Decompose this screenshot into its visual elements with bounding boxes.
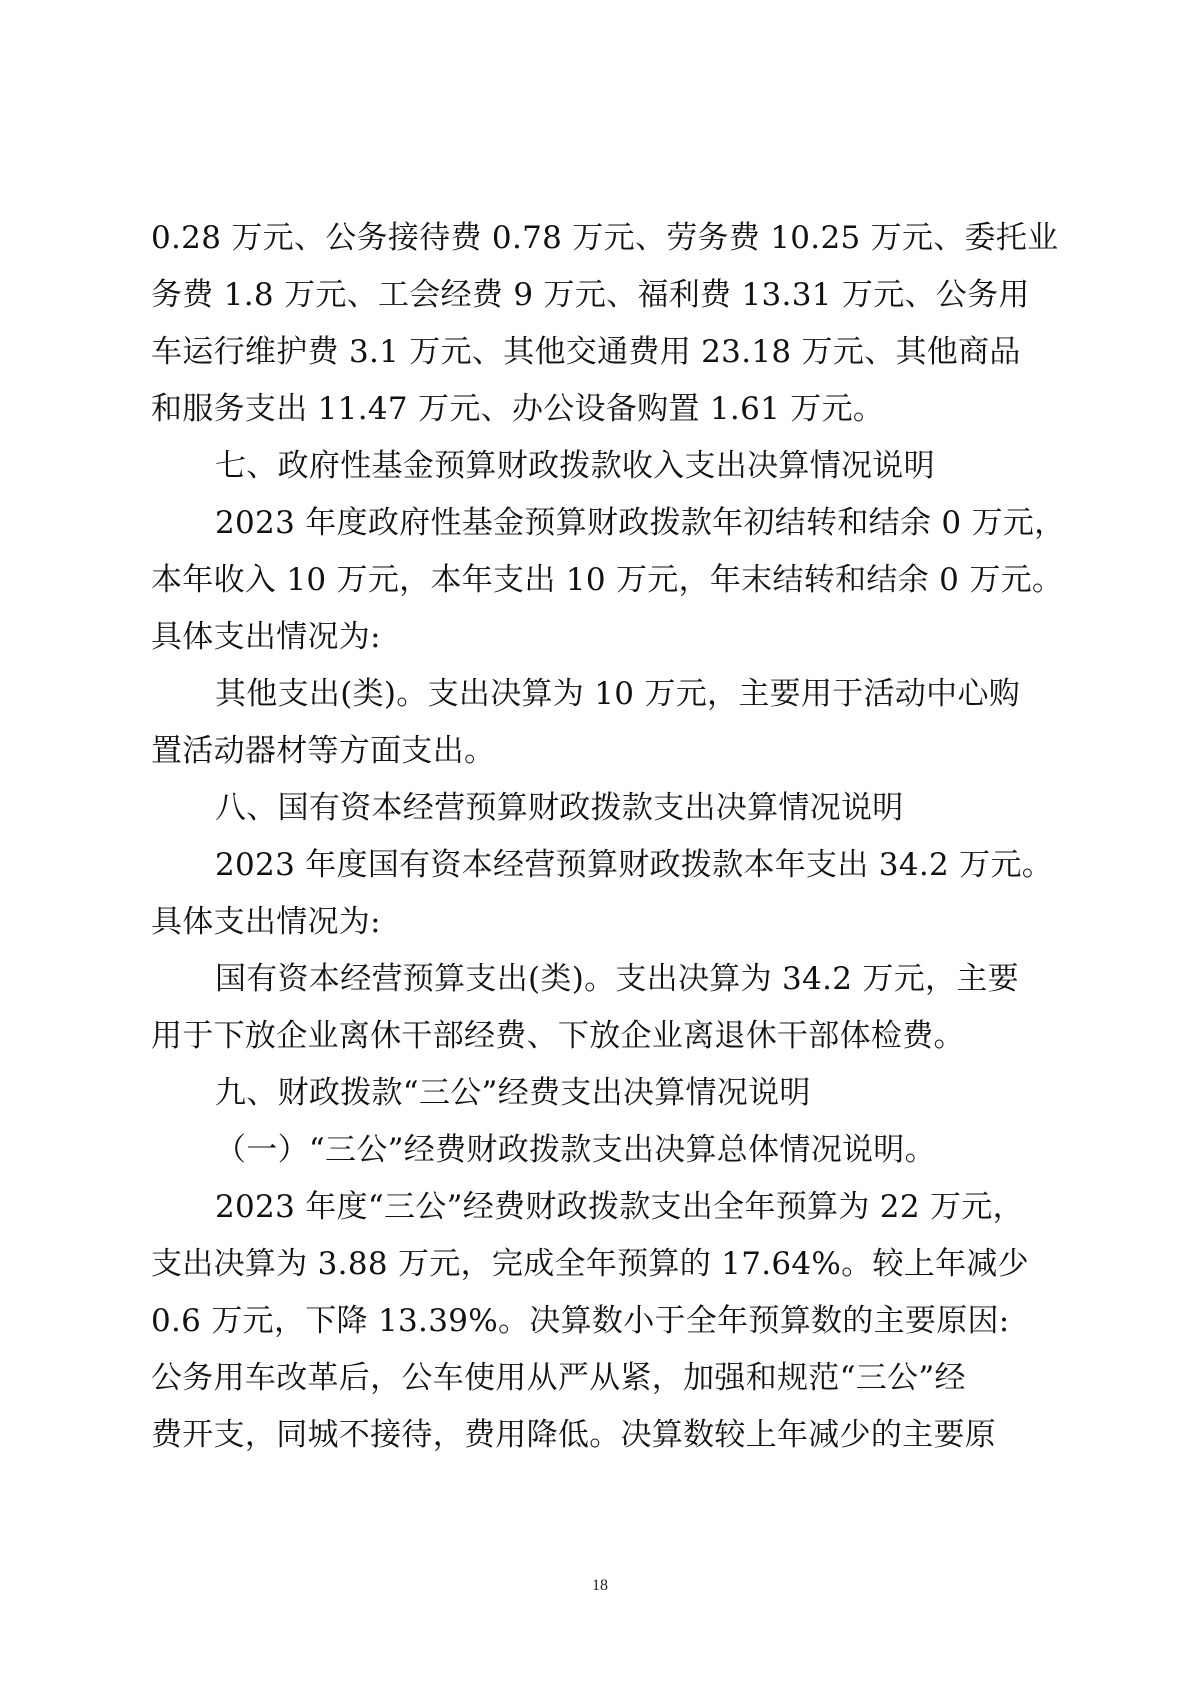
page-number: 18 [592,1577,608,1594]
text-line: 务费 1.8 万元、工会经费 9 万元、福利费 13.31 万元、公务用 [151,277,1030,313]
text-line: 具体支出情况为: [151,904,381,940]
text-line: 置活动器材等方面支出。 [151,733,496,769]
text-line: 和服务支出 11.47 万元、办公设备购置 1.61 万元。 [151,391,885,427]
text-line: 国有资本经营预算支出(类)。支出决算为 34.2 万元，主要 [215,961,1019,997]
text-line: 2023 年度国有资本经营预算财政拨款本年支出 34.2 万元。 [215,847,1054,883]
subsection-heading: （一）“三公”经费财政拨款支出决算总体情况说明。 [215,1132,936,1168]
section-heading: 七、政府性基金预算财政拨款收入支出决算情况说明 [215,448,935,484]
section-heading: 八、国有资本经营预算财政拨款支出决算情况说明 [215,790,904,826]
text-line: 0.28 万元、公务接待费 0.78 万元、劳务费 10.25 万元、委托业 [151,220,1059,256]
text-line: 本年收入 10 万元，本年支出 10 万元，年末结转和结余 0 万元。 [151,562,1064,598]
section-heading: 九、财政拨款“三公”经费支出决算情况说明 [215,1075,811,1111]
text-line: 车运行维护费 3.1 万元、其他交通费用 23.18 万元、其他商品 [151,334,1021,370]
text-line: 其他支出(类)。支出决算为 10 万元，主要用于活动中心购 [215,676,1021,712]
text-line: 2023 年度政府性基金预算财政拨款年初结转和结余 0 万元， [215,505,1066,541]
text-line: 具体支出情况为: [151,619,381,655]
text-line: 用于下放企业离休干部经费、下放企业离退休干部体检费。 [151,1018,965,1054]
text-line: 公务用车改革后，公车使用从严从紧，加强和规范“三公”经 [151,1360,966,1396]
text-line: 支出决算为 3.88 万元，完成全年预算的 17.64%。较上年减少 [151,1246,1029,1282]
text-line: 2023 年度“三公”经费财政拨款支出全年预算为 22 万元， [215,1189,1024,1225]
text-line: 费开支，同城不接待，费用降低。决算数较上年减少的主要原 [151,1417,997,1453]
text-line: 0.6 万元，下降 13.39%。决算数小于全年预算数的主要原因: [151,1303,1010,1339]
